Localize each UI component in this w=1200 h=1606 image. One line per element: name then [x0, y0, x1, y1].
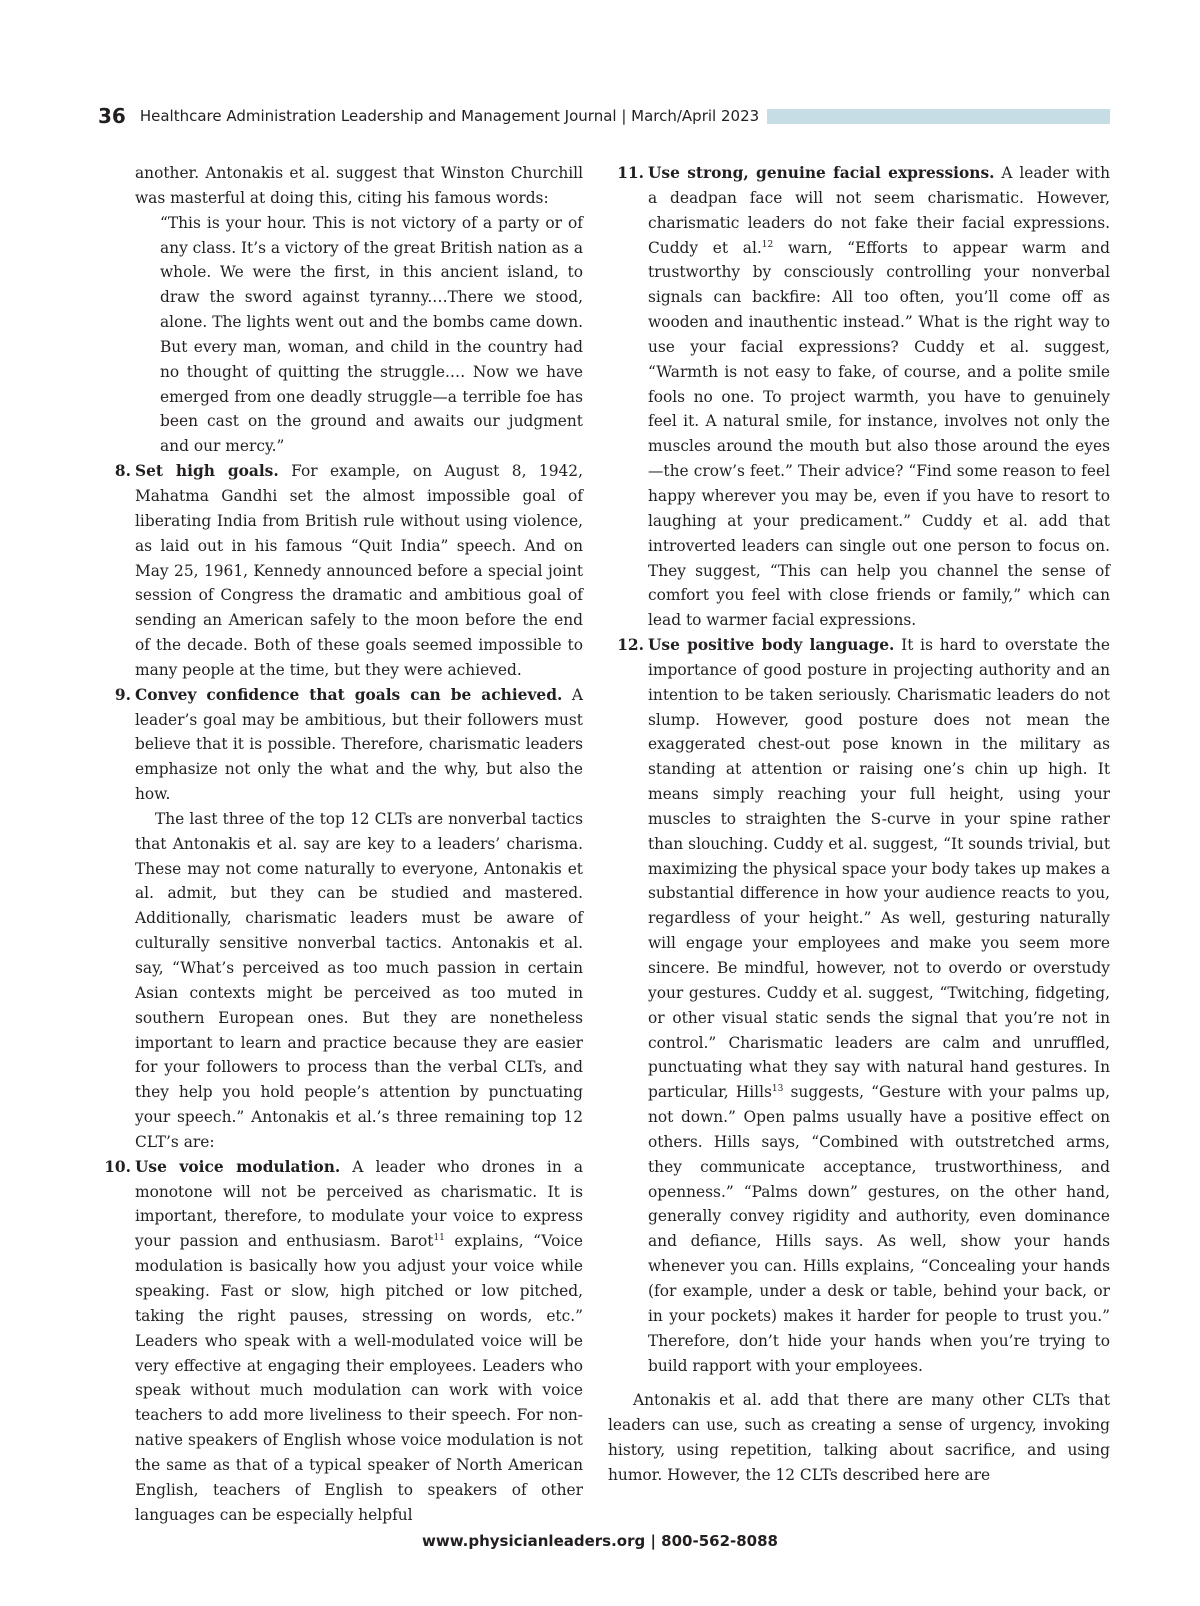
- item-number: 11.: [617, 164, 644, 182]
- item-title: Use voice modulation.: [135, 1157, 341, 1176]
- item-title: Use strong, genuine facial expressions.: [648, 164, 995, 182]
- item-text-cont: suggests, “Gesture with your palms up, not down.” Open palms usually have a positive effect on others. Hills says, “Combined with outstretched arms, they communicate acceptance, trustworthiness, and openness.” “Palms down” gestures, on the other hand, generally convey rigidity and authority, even dominance and defiance, Hills says. As well, show your hands whenever you can. Hills explains, “Concealing your hands (for example, under a desk or table, behind your back, or in your pockets) makes it harder for people to trust you.” Therefore, don’t hide your hands when you’re trying to build rapport with your employees.: [648, 1083, 1110, 1375]
- footnote-ref: 13: [771, 1084, 784, 1095]
- list-item-12: [617, 633, 1110, 1378]
- list-item-9: [114, 683, 583, 807]
- page-footer: www.physicianleaders.org | 800-562-8088: [422, 1532, 778, 1550]
- churchill-quote: “This is your hour. This is not victory of a party or of any class. It’s a victory of the great British nation as a whole. We were the first, in this ancient island, to draw the sword against tyranny.…There we stood, alone. The lights went out and the bombs came down. But every man, woman, and child in the country had no thought of quitting the struggle.… Now we have emerged from one deadly struggle—a terrible foe has been cast on the ground and awaits our judgment and our mercy.”: [160, 213, 583, 456]
- footnote-ref: 11: [433, 1233, 445, 1244]
- item-title: Use positive body language.: [648, 636, 895, 655]
- list-item-10: [104, 1155, 584, 1528]
- footnote-ref: 12: [761, 239, 774, 250]
- right-column: [608, 161, 1110, 1488]
- item-number: 8.: [114, 462, 131, 481]
- item-text: It is hard to overstate the importance of good posture in projecting authority and an intention to be taken seriously. Charismatic leaders do not slump. However, good posture does not mean the exaggerated chest-out pose known in the military as standing at attention or raising one’s chin up high. It means simply reaching your full height, using your muscles to straighten the S-curve in your spine rather than slouching. Cuddy et al. suggest, “It sounds trivial, but maximizing the physical space your body takes up makes a substantial difference in how your audience reacts to you, regardless of your height.” As well, gesturing naturally will engage your employees and make you seem more sincere. Be mindful, however, not to overdo or overstudy your gestures. Cuddy et al. suggest, “Twitching, fidgeting, or other visual static sends the signal that you’re not in control.” Charismatic leaders are calm and unruffled, punctuating what they say with natural hand gestures. In particular, Hills: [648, 636, 1110, 1102]
- item-number: 9.: [114, 685, 131, 704]
- header-rule: [767, 109, 1110, 124]
- left-column: [104, 161, 584, 1527]
- item-text-cont: warn, “Efforts to appear warm and trustworthy by consciously controlling your nonverbal signals can backfire: All too often, you’ll come off as wooden and inauthentic instead.” What is the right way to use your facial expressions? Cuddy et al. suggest, “Warmth is not easy to fake, of course, and a polite smile fools no one. To project warmth, you have to genuinely feel it. A natural smile, for instance, involves not only the muscles around the mouth but also those around the eyes—the crow’s feet.” Their advice? “Find some reason to feel happy wherever you may be, even if you have to resort to laughing at your predicament.” Cuddy et al. add that introverted leaders can single out one person to focus on. They suggest, “This can help you channel the sense of comfort you feel with close friends or family,” which can lead to warmer facial expressions.: [648, 238, 1110, 630]
- list-item-11: [617, 161, 1110, 633]
- journal-title: Healthcare Administration Leadership and Management Journal | March/April 2023: [139, 107, 760, 125]
- page-header: [98, 100, 1110, 132]
- list-item-8: [114, 459, 583, 683]
- page-number: 36: [98, 104, 126, 128]
- item-text: A leader’s goal may be ambitious, but their followers must believe that it is possible. Therefore, charismatic leaders emphasize not only the what and the why, but also the how.: [135, 685, 583, 804]
- item-text-cont: explains, “Voice modulation is basically how you adjust your voice while speaking. Fast or slow, high pitched or low pitched, taking the right pauses, stressing on words, etc.” Leaders who speak with a well-modulated voice will be very effective at engaging their employees. Leaders who speak without much modulation can work with voice teachers to add more liveliness to their speech. For non-native speakers of English whose voice modulation is not the same as that of a typical speaker of North American English, teachers of English to speakers of other languages can be especially helpful: [135, 1232, 584, 1524]
- item-text: A leader who drones in a monotone will not be perceived as charismatic. It is important, therefore, to modulate your voice to express your passion and enthusiasm. Barot: [135, 1157, 584, 1251]
- item-title: Convey confidence that goals can be achieved.: [135, 685, 563, 704]
- item-text: For example, on August 8, 1942, Mahatma Gandhi set the almost impossible goal of liberating India from British rule without using violence, as laid out in his famous “Quit India” speech. And on May 25, 1961, Kennedy announced before a special joint session of Congress the dramatic and ambitious goal of sending an American safely to the moon before the end of the decade. Both of these goals seemed impossible to many people at the time, but they were achieved.: [135, 462, 583, 679]
- closing-paragraph: Antonakis et al. add that there are many other CLTs that leaders can use, such as creating a sense of urgency, invoking history, using repetition, talking about sacrifice, and using humor. However, the 12 CLTs described here are: [608, 1391, 1110, 1484]
- item-title: Set high goals.: [135, 462, 279, 481]
- intro-paragraph: another. Antonakis et al. suggest that Winston Churchill was masterful at doing this, citing his famous words:: [135, 164, 583, 207]
- item-number: 10.: [104, 1157, 131, 1176]
- nonverbal-paragraph: The last three of the top 12 CLTs are nonverbal tactics that Antonakis et al. say are key to a leaders’ charisma. These may not come naturally to everyone, Antonakis et al. admit, but they can be studied and mastered. Additionally, charismatic leaders must be aware of culturally sensitive nonverbal tactics. Antonakis et al. say, “What’s perceived as too much passion in certain Asian contexts might be perceived as too muted in southern European ones. But they are nonetheless important to learn and practice because they are easier for your followers to process than the verbal CLTs, and they help you hold people’s attention by punctuating your speech.” Antonakis et al.’s three remaining top 12 CLT’s are:: [135, 809, 583, 1151]
- item-text: A leader with a deadpan face will not seem charismatic. However, charismatic leaders do not fake their facial expressions. Cuddy et al.: [648, 164, 1110, 257]
- item-number: 12.: [617, 636, 644, 655]
